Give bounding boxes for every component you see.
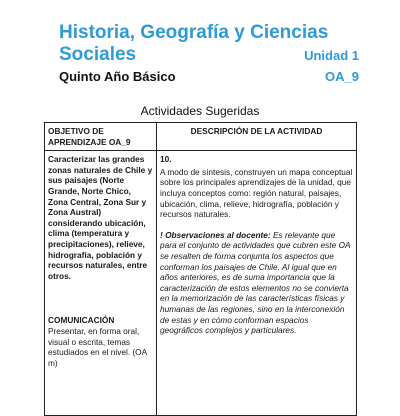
unit-label: Unidad 1: [304, 48, 359, 63]
oa-code: OA_9: [325, 69, 359, 84]
communication-heading: COMUNICACIÓN: [48, 315, 115, 326]
objective-text: Caracterizar las grandes zonas naturales de Chile y sus paisajes (Norte Grande, Norte Chico, Zona Central, Zona Sur y Zona Austral) considerando ubicación, clima (temperatura y precipitaciones), relieve, hidrografía, población y recursos naturales, entre otros.: [48, 154, 153, 281]
communication-text: Presentar, en forma oral, visual o escrita, temas estudiados en el nivel. (OA m): [48, 325, 147, 368]
table-row: [45, 151, 357, 416]
description-column-header: DESCRIPCIÓN DE LA ACTIVIDAD: [157, 123, 357, 151]
section-title: Actividades Sugeridas: [140, 104, 260, 118]
observation-text: Es relevante que para el conjunto de actividades que cubren este OA se resalten de forma conjunta los aspectos que conforman los paisajes de Chile. Al igual que en años anteriores, es de suma importancia que la caracterización de estos elementos no se convierta en la memorización de las características físicas y humanas de las regiones, sino en la interconexión de estas y en cómo conforman espacios geográficos complejos y particulares.: [160, 229, 351, 336]
activity-number: 10.: [160, 154, 172, 165]
description-cell: [157, 151, 357, 416]
observation-label: ! Observaciones al docente:: [160, 229, 271, 240]
activity-text: A modo de síntesis, construyen un mapa conceptual sobre los principales aprendizajes de la unidad, que incluya conceptos como: región natural, paisajes, ubicación, clima, relieve, hidrografía, población y recursos naturales.: [160, 166, 353, 220]
subject-title-line1: Historia, Geografía y Ciencias: [59, 22, 329, 43]
teacher-observation: [160, 230, 353, 336]
activity-table: [44, 122, 357, 416]
subject-title: [59, 22, 359, 67]
grade-label: Quinto Año Básico: [59, 69, 176, 84]
document-header: [59, 22, 359, 84]
subject-title-line2: Sociales: [59, 44, 137, 65]
objective-column-header: OBJETIVO DE APRENDIZAJE OA_9: [45, 123, 157, 151]
table-header-row: [45, 123, 357, 151]
objective-cell: [45, 151, 157, 416]
